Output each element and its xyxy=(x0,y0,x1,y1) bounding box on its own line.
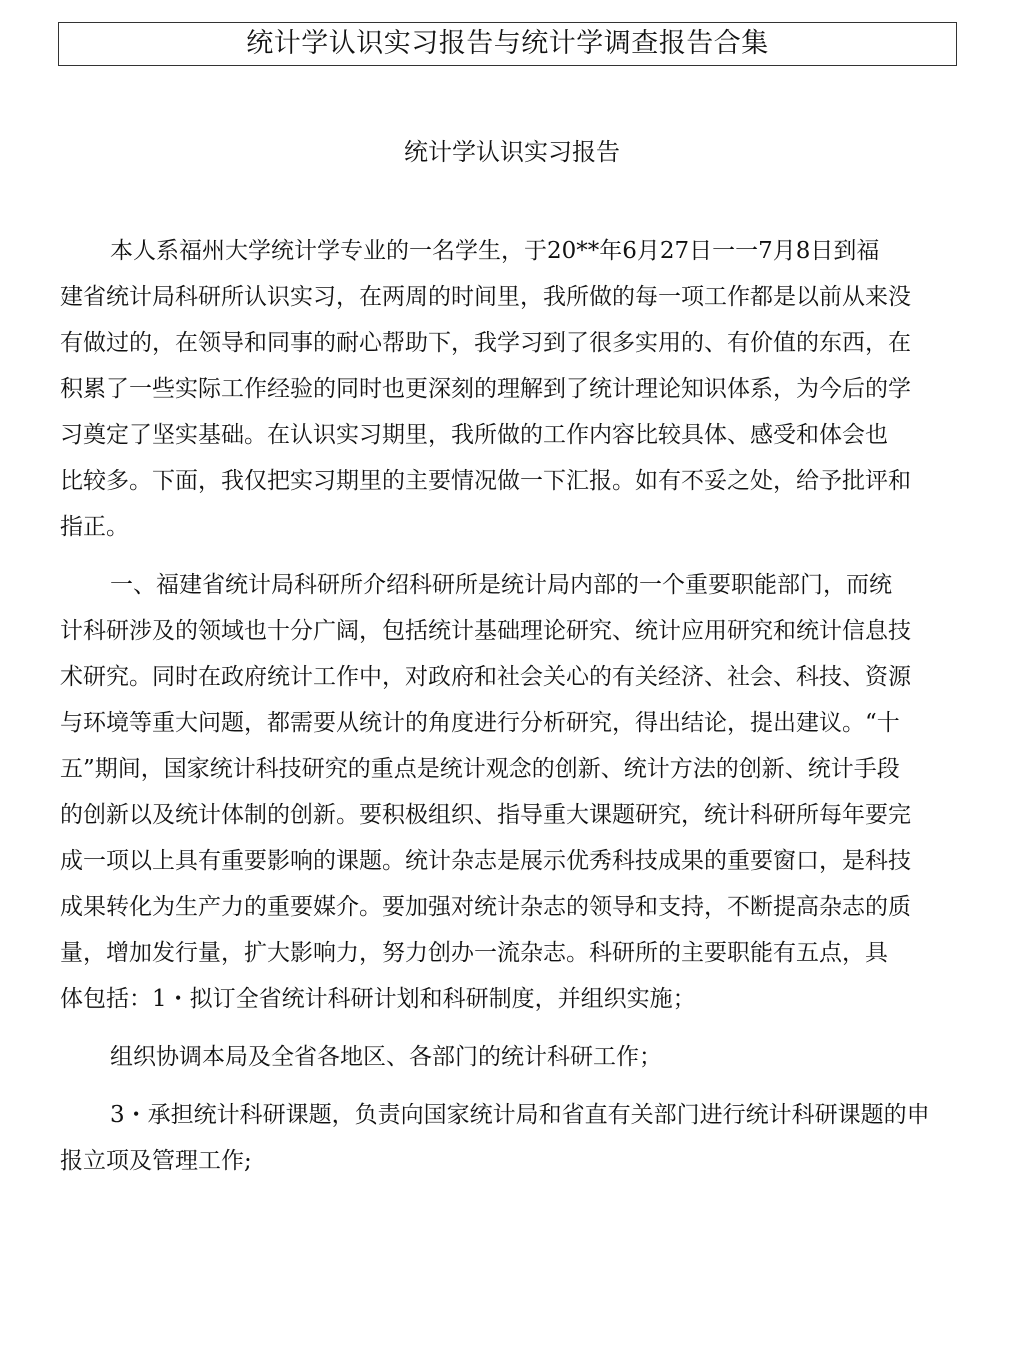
paragraph-line: 的创新以及统计体制的创新。要积极组织、指导重大课题研究，统计科研所每年要完 xyxy=(60,802,911,828)
paragraph-line: 比较多。下面，我仅把实习期里的主要情况做一下汇报。如有不妥之处，给予批评和 xyxy=(60,468,911,494)
document-body xyxy=(60,228,960,1184)
paragraph-line: 量，增加发行量，扩大影响力，努力创办一流杂志。科研所的主要职能有五点，具 xyxy=(60,940,888,966)
paragraph-line: 本人系福州大学统计学专业的一名学生，于20**年6月27日一一7月8日到福 xyxy=(110,238,880,264)
paragraph-line: 与环境等重大问题，都需要从统计的角度进行分析研究，得出结论，提出建议。“十 xyxy=(60,710,900,736)
paragraph xyxy=(60,562,960,1022)
paragraph-line: 术研究。同时在政府统计工作中，对政府和社会关心的有关经济、社会、科技、资源 xyxy=(60,664,911,690)
paragraph-line: 建省统计局科研所认识实习，在两周的时间里，我所做的每一项工作都是以前从来没 xyxy=(60,284,911,310)
paragraph-line: 成果转化为生产力的重要媒介。要加强对统计杂志的领导和支持，不断提高杂志的质 xyxy=(60,894,911,920)
paragraph-line: 习奠定了坚实基础。在认识实习期里，我所做的工作内容比较具体、感受和体会也 xyxy=(60,422,888,448)
paragraph-line: 积累了一些实际工作经验的同时也更深刻的理解到了统计理论知识体系，为今后的学 xyxy=(60,376,911,402)
document-header-box xyxy=(58,22,957,66)
paragraph-line: 计科研涉及的领域也十分广阔，包括统计基础理论研究、统计应用研究和统计信息技 xyxy=(60,618,911,644)
section-title: 统计学认识实习报告 xyxy=(404,138,620,166)
paragraph-line: 有做过的，在领导和同事的耐心帮助下，我学习到了很多实用的、有价值的东西，在 xyxy=(60,330,911,356)
paragraph-line: 体包括：1・拟订全省统计科研计划和科研制度，并组织实施； xyxy=(60,986,696,1012)
paragraph xyxy=(60,1034,960,1080)
document-header-title: 统计学认识实习报告与统计学调查报告合集 xyxy=(246,28,769,59)
paragraph-gap xyxy=(60,1080,960,1092)
paragraph-line: 组织协调本局及全省各地区、各部门的统计科研工作； xyxy=(110,1044,662,1070)
paragraph-line: 报立项及管理工作; xyxy=(60,1148,252,1174)
paragraph-line: 一、福建省统计局科研所介绍科研所是统计局内部的一个重要职能部门，而统 xyxy=(110,572,892,598)
paragraph-line: 成一项以上具有重要影响的课题。统计杂志是展示优秀科技成果的重要窗口，是科技 xyxy=(60,848,911,874)
paragraph-line: 指正。 xyxy=(60,514,129,540)
paragraph-gap xyxy=(60,550,960,562)
paragraph-line: 3・承担统计科研课题，负责向国家统计局和省直有关部门进行统计科研课题的申 xyxy=(110,1102,930,1128)
paragraph-line: 五”期间，国家统计科技研究的重点是统计观念的创新、统计方法的创新、统计手段 xyxy=(60,756,900,782)
paragraph-gap xyxy=(60,1022,960,1034)
paragraph xyxy=(60,1092,960,1184)
paragraph xyxy=(60,228,960,550)
